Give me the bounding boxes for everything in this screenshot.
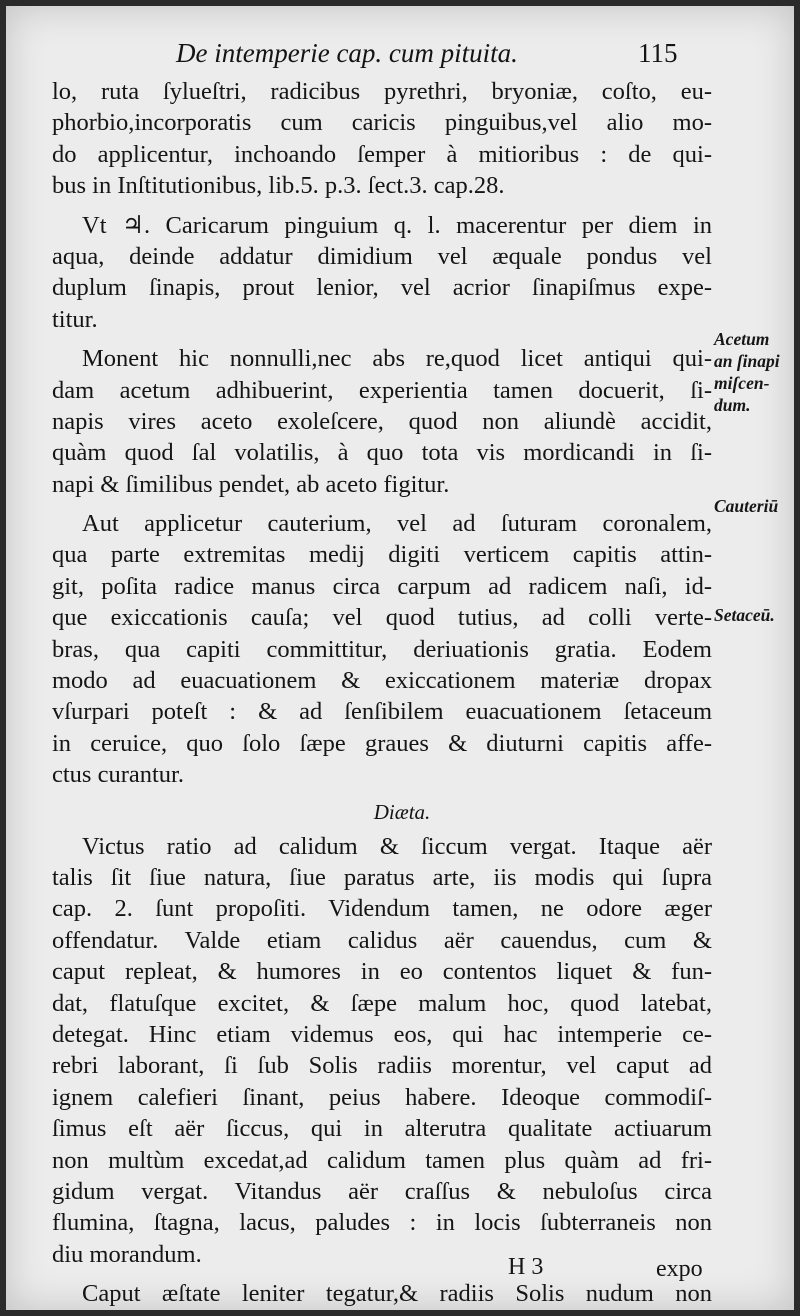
catchword: expo <box>656 1256 703 1282</box>
margin-note-line: miſcen- <box>714 373 770 393</box>
text-line: napis vires aceto exoleſcere, quod non aliundè accidit, <box>52 407 712 435</box>
text-line: in ceruice, quo ſolo ſæpe graues & diuturni capitis affe- <box>52 729 712 757</box>
running-title: De intemperie cap. cum pituita. <box>176 38 518 68</box>
text-line: diu morandum. <box>52 1240 202 1268</box>
text-line: caput repleat, & humores in eo contentos liquet & fun- <box>52 958 712 986</box>
text-line: Caput æſtate leniter tegatur,& radiis Solis nudum non <box>82 1280 712 1308</box>
text-line: que exiccationis cauſa; vel quod tutius, ad colli verte- <box>52 604 712 632</box>
margin-note-setaceum: Setaceū. <box>714 605 775 625</box>
text-line: quàm quod ſal volatilis, à quo tota vis mordicandi in ſi- <box>52 439 712 467</box>
text-line: modo ad euacuationem & exiccationem materiæ dropax <box>52 667 712 695</box>
text-line: Monent hic nonnulli,nec abs re,quod licet antiqui qui- <box>82 345 712 373</box>
text-line: dam acetum adhibuerint, experientia tamen docuerit, ſi- <box>52 376 712 404</box>
text-line: duplum ſinapis, prout lenior, vel acrior ſinapiſmus expe- <box>52 274 712 302</box>
text-line: napi & ſimilibus pendet, ab aceto figitur. <box>52 470 450 498</box>
signature-mark: H 3 <box>508 1254 544 1280</box>
text-line: phorbio,incorporatis cum caricis pinguibus,vel alio mo- <box>52 109 712 137</box>
text-line: titur. <box>52 305 98 333</box>
text-line: git, poſita radice manus circa carpum ad radicem naſi, id- <box>52 572 712 600</box>
body-text <box>52 76 712 1309</box>
text-line: non multùm excedat,ad calidum tamen plus quàm ad fri- <box>52 1146 712 1174</box>
text-line: ignem calefieri ſinant, peius habere. Ideoque commodiſ- <box>52 1083 712 1111</box>
margin-note-cauterium: Cauteriū <box>714 496 779 516</box>
text-line: lo, ruta ſylueſtri, radicibus pyrethri, bryoniæ, coſto, eu- <box>52 78 712 105</box>
text-line: aqua, deinde addatur dimidium vel æquale pondus vel <box>52 242 712 270</box>
page-number: 115 <box>638 38 678 68</box>
section-heading: Diæta. <box>373 799 431 824</box>
text-line: rebri laborant, ſi ſub Solis radiis morentur, vel caput ad <box>52 1052 712 1080</box>
text-line: bus in Inſtitutionibus, lib.5. p.3. ſect.3. cap.28. <box>52 172 505 200</box>
text-line: qua parte extremitas medij digiti verticem capitis attin- <box>52 541 712 569</box>
margin-note-line: Acetum <box>714 329 770 349</box>
text-line: vſurpari poteſt : & ad ſenſibilem euacuationem ſetaceum <box>52 698 712 726</box>
text-line: detegat. Hinc etiam videmus eos, qui hac intemperie ce- <box>52 1020 712 1048</box>
book-page <box>6 6 794 1310</box>
text-line: dat, flatuſque excitet, & ſæpe malum hoc, quod latebat, <box>52 989 712 1017</box>
text-line: offendatur. Valde etiam calidus aër cauendus, cum & <box>52 926 712 954</box>
margin-note-line: dum. <box>714 395 751 415</box>
margin-note-line: an ſinapi <box>714 351 780 371</box>
text-line: ſimus eſt aër ſiccus, qui in alterutra qualitate actiuarum <box>52 1115 712 1143</box>
text-line: bras, qua capiti committitur, deriuationis gratia. Eodem <box>52 635 712 663</box>
text-line: Aut applicetur cauterium, vel ad ſuturam coronalem, <box>82 510 712 538</box>
text-line: Vt ♃. Caricarum pinguium q. l. macerentur per diem in <box>82 211 712 239</box>
text-line: talis ſit ſiue natura, ſiue paratus arte, iis modis qui ſupra <box>52 863 712 891</box>
text-line: Victus ratio ad calidum & ſiccum vergat. Itaque aër <box>82 832 712 860</box>
text-line: do applicentur, inchoando ſemper à mitioribus : de qui- <box>52 140 712 168</box>
text-line: ctus curantur. <box>52 761 184 789</box>
text-line: cap. 2. ſunt propoſiti. Videndum tamen, ne odore æger <box>52 895 712 923</box>
margin-note-acetum <box>714 328 800 416</box>
text-line: gidum vergat. Vitandus aër craſſus & nebuloſus circa <box>52 1177 712 1205</box>
text-line: flumina, ſtagna, lacus, paludes : in locis ſubterraneis non <box>52 1209 712 1237</box>
